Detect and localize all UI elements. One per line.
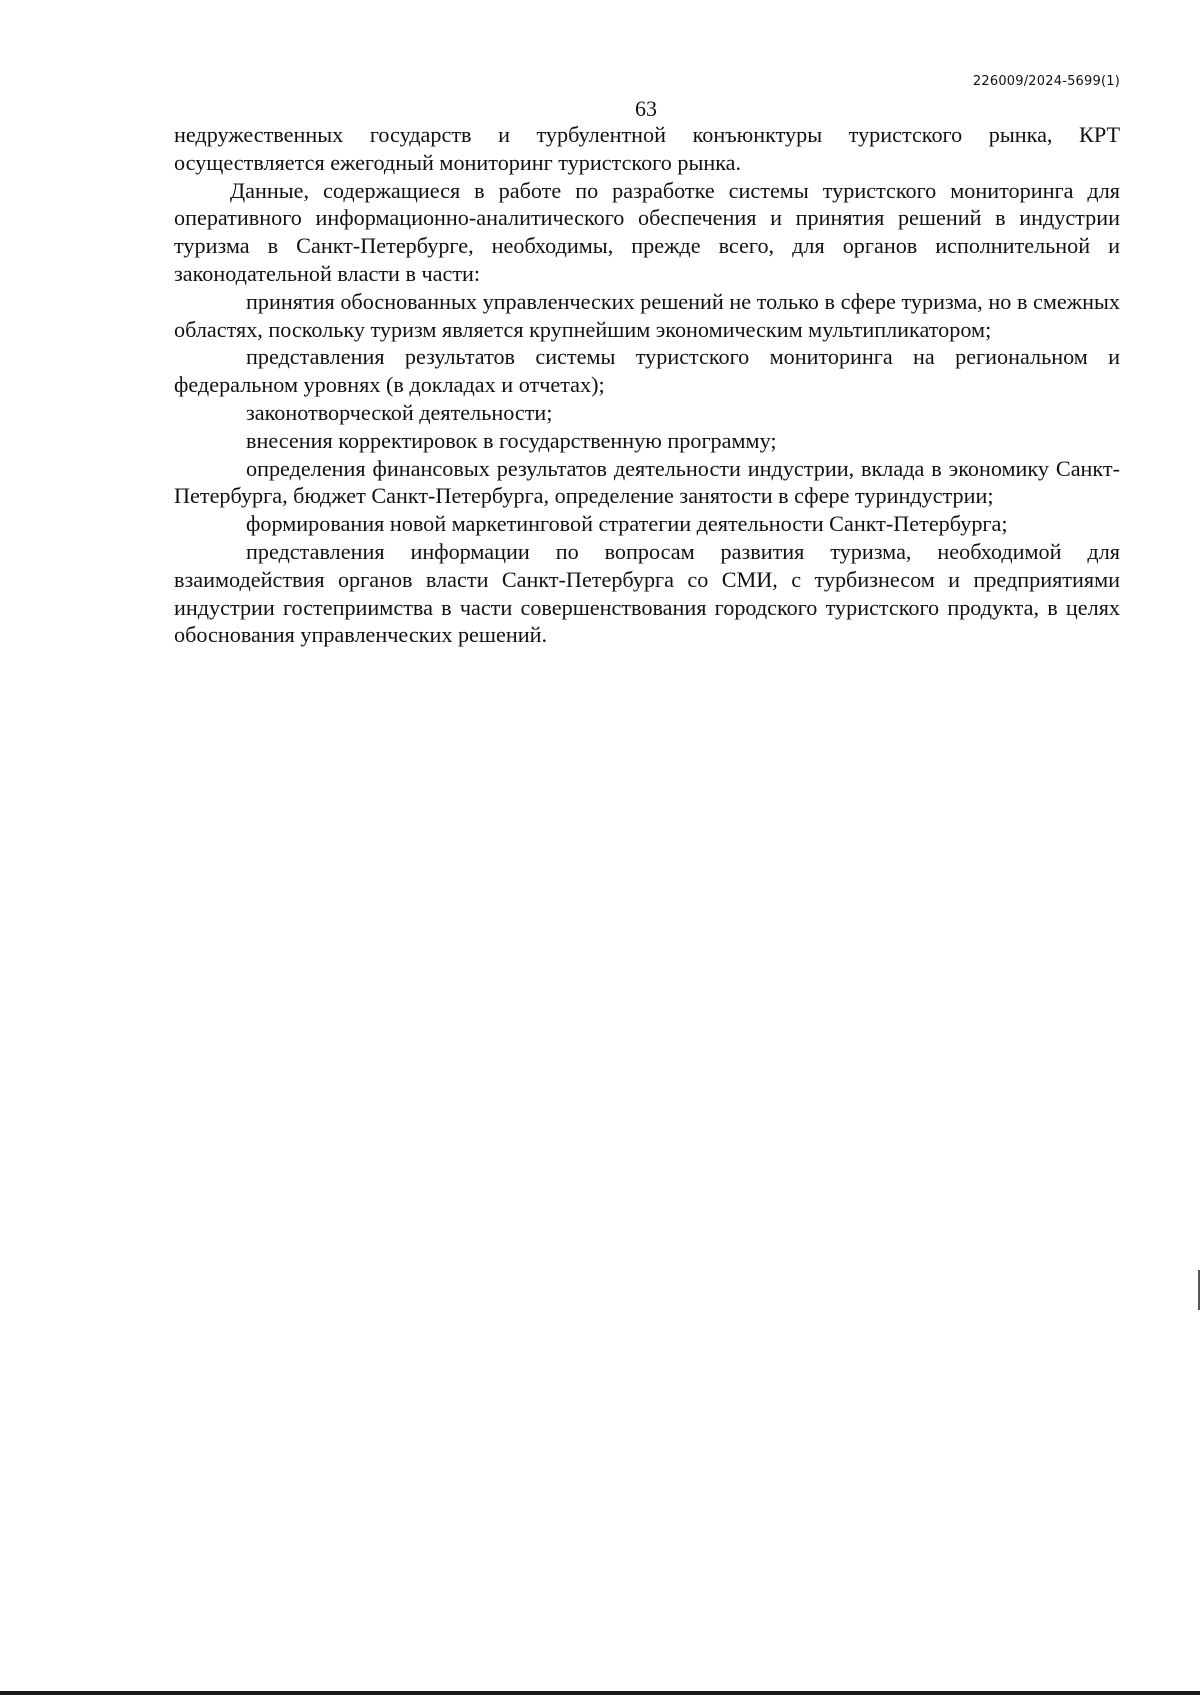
list-item-monitoring-results: представления результатов системы туристского мониторинга на региональном и федеральном уровнях (в докладах и отчетах); [174, 344, 1120, 398]
list-item-lawmaking: законотворческой деятельности; [246, 399, 553, 425]
list-item-financial-results: определения финансовых результатов деятельности индустрии, вклада в экономику Санкт-Петербурга, бюджет Санкт-Петербурга, определение занятости в сфере туриндустрии; [174, 455, 1120, 509]
paragraph-intro: Данные, содержащиеся в работе по разработке системы туристского мониторинга для оперативного информационно-аналитического обеспечения и принятия решений в индустрии туризма в Санкт-Петербурге, необходимы, прежде всего, для органов исполнительной и законодательной власти в части: [174, 177, 1120, 286]
scan-bottom-edge [0, 1691, 1200, 1695]
list-item-marketing-strategy: формирования новой маркетинговой стратегии деятельности Санкт-Петербурга; [246, 511, 1008, 537]
page-number: 63 [635, 96, 657, 121]
list-item-state-program: внесения корректировок в государственную программу; [246, 427, 777, 453]
list-item-decisions: принятия обоснованных управленческих решений не только в сфере туризма, но в смежных областях, поскольку туризм является крупнейшим экономическим мультипликатором; [174, 288, 1120, 342]
document-id: 226009/2024-5699(1) [972, 74, 1120, 89]
list-item-media-interaction: представления информации по вопросам развития туризма, необходимой для взаимодействия органов власти Санкт-Петербурга со СМИ, с турбизнесом и предприятиями индустрии гостеприимства в части совершенствования городского туристского продукта, в целях обоснования управленческих решений. [174, 538, 1120, 648]
document-body [174, 121, 1120, 649]
paragraph-continuation: недружественных государств и турбулентной конъюнктуры туристского рынка, КРТ осуществляется ежегодный мониторинг туристского рынка. [174, 122, 1120, 175]
